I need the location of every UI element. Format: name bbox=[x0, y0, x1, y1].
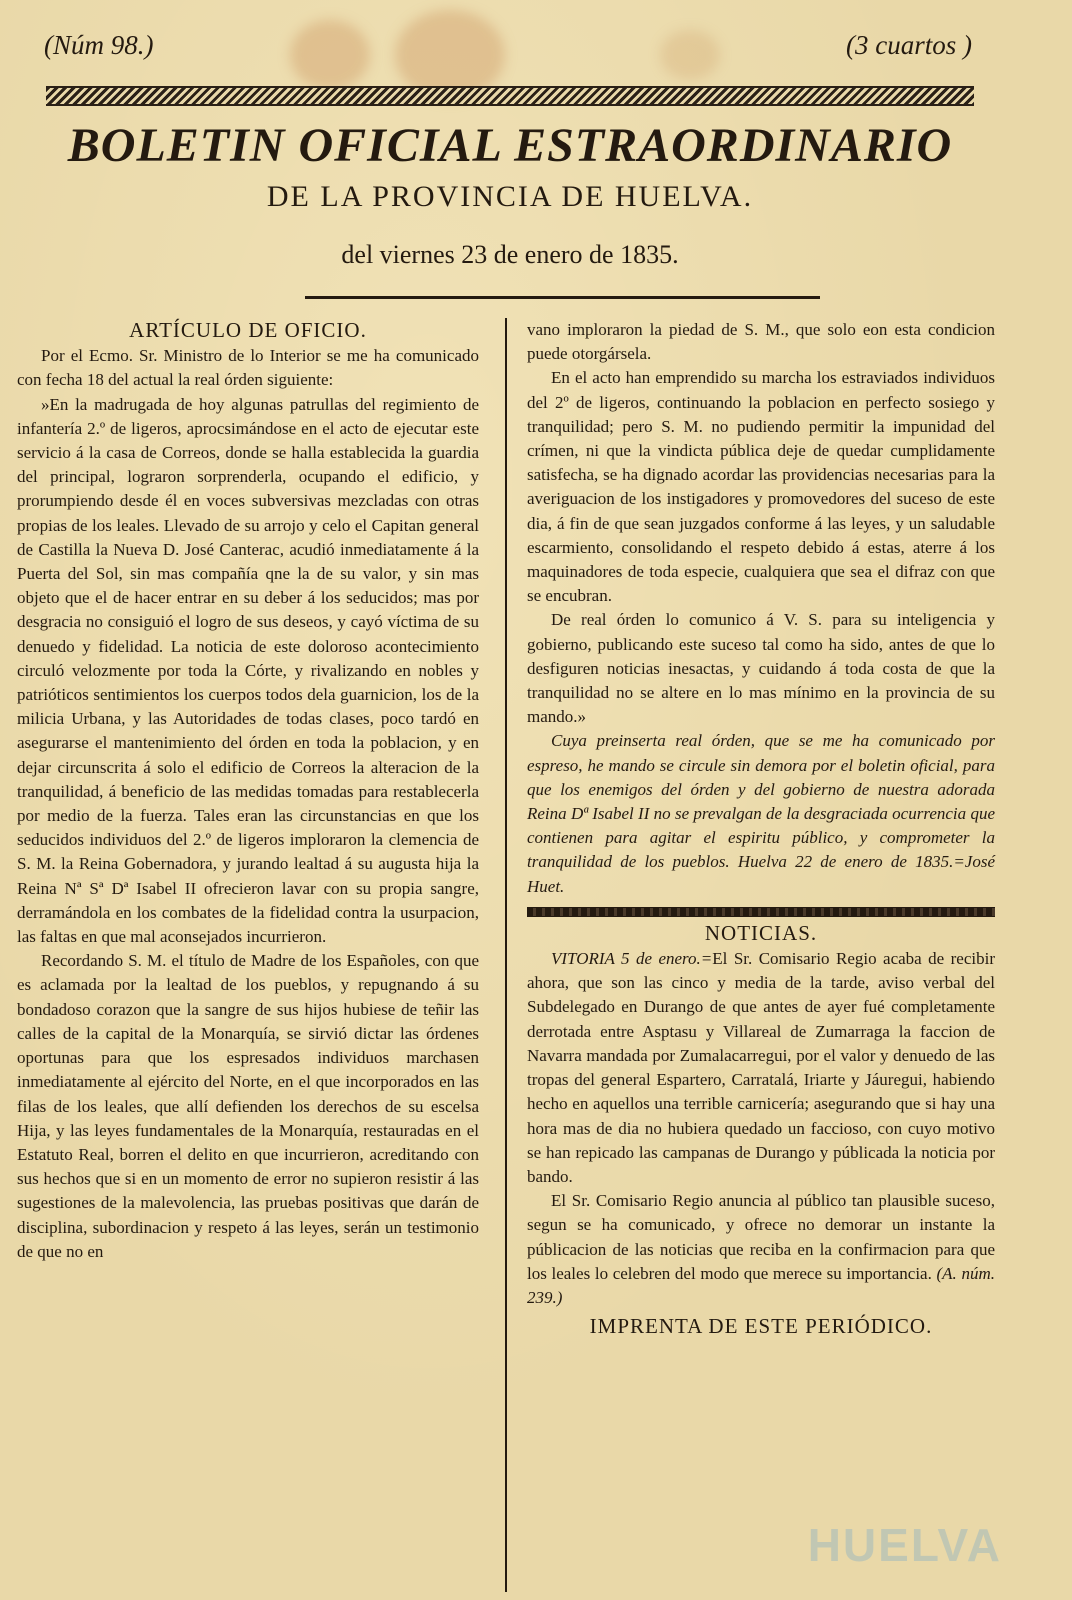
masthead-subtitle: DE LA PROVINCIA DE HUELVA. bbox=[266, 180, 754, 213]
paragraph: En el acto han emprendido su marcha los estraviados individuos del 2º de ligeros, continuando la poblacion en perfecto sosiego y tranquilidad; pero S. M. no pudiendo permitir la impunidad del crímen, ni que la vindicta pública deje de quedar cumplidamente satisfecha, se ha dignado acordar las providencias necesarias para la averiguacion de los instigadores y promovedores del suceso de este dia, á fin de que sean juzgados conforme á las leyes, y un saludable escarmiento, consolidando el respeto debido á estas, aterre á los maquinadores de toda especie, cualquiera que sea el difraz con que se encubran. bbox=[527, 368, 995, 606]
issue-number: (Núm 98.) bbox=[44, 30, 154, 60]
paragraph: Recordando S. M. el título de Madre de los Españoles, con que es aclamada por la lealtad de los pueblos, y repugnando á su bondadoso corazon que la sangre de sus hijos hubiese de teñir las calles de la capital de la Monarquía, se sirvió dictar las órdenes oportunas para que los espresados individuos marchasen inmediatamente al ejército del Norte, en el que incorporados en las filas de los leales, que allí defienden los derechos de su escelsa Hija, y las leyes fundamentales de la Monarquía, restauradas en el Estatuto Real, borren el delito en que incurrieron, acreditando con sus hechos que si en un momento de error no supieron resistir á las sugestiones de la malevolencia, las pruebas positivas que darán de disciplina, subordinacion y respeto á las leyes, serán un testimonio de que no en bbox=[17, 951, 479, 1261]
header-rule bbox=[305, 296, 820, 299]
issue-date: del viernes 23 de enero de 1835. bbox=[341, 240, 679, 269]
paragraph: Por el Ecmo. Sr. Ministro de lo Interior se me ha comunicado con fecha 18 del actual la real órden siguiente: bbox=[17, 346, 479, 390]
paper-stain bbox=[660, 30, 720, 80]
watermark-logo: HUELVA bbox=[807, 1519, 1002, 1571]
ornamental-border bbox=[46, 86, 974, 106]
news-dateline: VITORIA 5 de enero.= bbox=[551, 949, 713, 969]
imprint: IMPRENTA DE ESTE PERIÓDICO. bbox=[589, 1314, 933, 1339]
masthead-title: BOLETIN OFICIAL ESTRAORDINARIO bbox=[67, 119, 953, 172]
issue-price: (3 cuartos ) bbox=[846, 30, 972, 60]
section-separator bbox=[527, 907, 995, 917]
paragraph: »En la madrugada de hoy algunas patrullas del regimiento de infantería 2.º de ligeros, aprocsimándose en el acto de ejecutar este servicio á la casa de Correos, donde se halla establecida la guardia del principal, lograron sorprenderla, ocupando el edificio, y prorumpiendo desde él en voces subversivas mezcladas con otras propias de los leales. Llevado de su arrojo y celo el Capitan general de Castilla la Nueva D. José Canterac, acudió inmediatamente á la Puerta del Sol, sin mas compañía qne la de su valor, y sin mas objeto que el de hacer entrar en su deber á los seducidos; mas por desgracia no consiguió el logro de sus deseos, y cayó víctima de su denuedo y fidelidad. La noticia de este doloroso acontecimiento circuló velozmente por toda la Córte, y rivalizando en nobles y patrióticos sentimientos los cuerpos todos dela guarnicion, los de la milicia Urbana, y las Autoridades de todas clases, poco tardó en asegurarse el mantenimiento del órden en toda la poblacion, y en dejar circunscrita á solo el edificio de Correos la alteracion de la tranquilidad, á beneficio de las medidas tomadas para restablecerla por medio de la fuerza. Tales eran las circunstancias en que los seducidos individuos del 2.º de ligeros imploraron la clemencia de S. M. la Reina Gobernadora, y jurando lealtad á su augusta hija la Reina Nª Sª Dª Isabel II ofrecieron lavar con su propia sangre, derramándola en los combates de la fidelidad contra la usurpacion, las faltas en que mal aconsejados incurrieron. bbox=[17, 394, 479, 947]
paragraph: vano imploraron la piedad de S. M., que solo eon esta condicion puede otorgársela. bbox=[527, 320, 995, 364]
signed-paragraph: Cuya preinserta real órden, que se me ha comunicado por espreso, he mando se circule sin demora por el boletin oficial, para que los enemigos del órden y del gobierno de nuestra adorada Reina Dª Isabel II no se prevalgan de la desgraciada ocurrencia que contienen para agitar el espiritu público, y comprometer la tranquilidad de los pueblos. Huelva 22 de enero de 1835.=José Huet. bbox=[527, 731, 995, 896]
right-column bbox=[527, 318, 995, 1338]
paragraph: El Sr. Comisario Regio acaba de recibir ahora, que son las cinco y media de la tarde, aviso verbal del Subdelegado en Durango de que antes de ayer fué completamente derrotada entre Asptasu y Villareal de Zumarraga la faccion de Navarra mandada por Zumalacarregui, por el valor y denuedo de las tropas del general Espartero, Carratalá, Iriarte y Jáuregui, habiendo hecho en aquellos una terrible carnicería; asegurando que si hay una hora mas de dia no hubiera quedado un faccioso, con cuyo motivo se han repicado las campanas de Durango y públicada la noticia por bando. bbox=[527, 949, 996, 1186]
left-column bbox=[17, 318, 479, 1264]
citation: (A. núm. 239.) bbox=[527, 1263, 995, 1307]
section-heading: ARTÍCULO DE OFICIO. bbox=[129, 318, 367, 342]
paragraph: De real órden lo comunico á V. S. para su inteligencia y gobierno, publicando este suceso tal como ha sido, antes de que lo desfiguren noticias inesactas, y cuidando á toda costa de que la tranquilidad no se altere en lo mas mínimo en la provincia de su mando.» bbox=[527, 610, 995, 727]
news-heading: NOTICIAS. bbox=[704, 920, 818, 945]
paragraph: El Sr. Comisario Regio anuncia al público tan plausible suceso, segun se ha comunicado, y ofrece no demorar un instante la públicacion de las noticias que reciba en la confirmacion para que los leales lo celebren del modo que merece su importancia. bbox=[527, 1191, 995, 1283]
column-divider bbox=[505, 318, 507, 1592]
paper-stain bbox=[290, 20, 370, 90]
